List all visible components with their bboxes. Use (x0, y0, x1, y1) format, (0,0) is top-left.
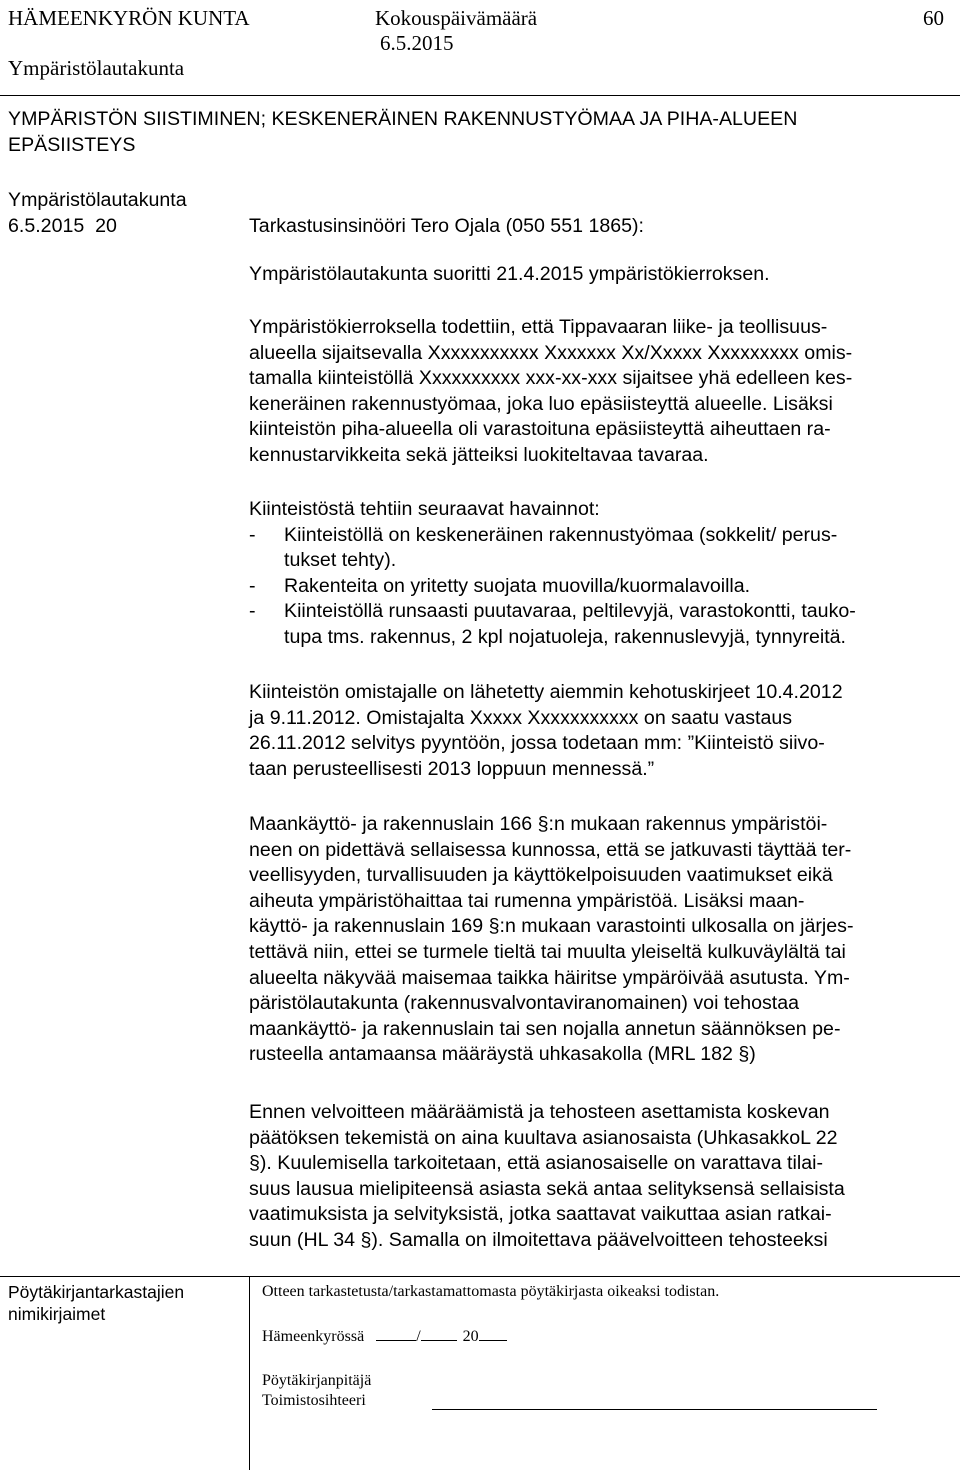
footer (0, 1276, 960, 1470)
place-name: Hämeenkyrössä (262, 1328, 365, 1345)
text-line: veellisyyden, turvallisuuden ja käyttökelpoisuuden vaatimukset eikä (249, 864, 833, 887)
text-line: 26.11.2012 selvitys pyyntöön, jossa todetaan mm: ”Kiinteistö siivo- (249, 732, 825, 755)
text-line: Ennen velvoitteen määräämistä ja tehosteen asettamista koskevan (249, 1101, 830, 1123)
list-item (249, 574, 949, 600)
year-blank (479, 1326, 507, 1341)
text-line: tukset tehty). (284, 549, 397, 572)
initials-label-line1: Pöytäkirjantarkastajien (8, 1282, 185, 1302)
text-line: kennustarvikkeita sekä jätteiksi luokiteltavaa tavaraa. (249, 443, 709, 466)
section-title-line2: EPÄSIISTEYS (8, 134, 136, 156)
meeting-date-label: Kokouspäivämäärä (375, 6, 538, 30)
text-line: keneräinen rakennustyömaa, joka luo epäsiisteyttä alueelle. Lisäksi (249, 392, 833, 415)
text-line: taan perusteellisesti 2013 loppuun mennessä.” (249, 757, 655, 780)
presenter-line: Tarkastusinsinööri Tero Ojala (050 551 1865): (249, 215, 645, 237)
place-date-line (262, 1326, 507, 1347)
text-line: Kiinteistöllä on keskeneräinen rakennustyömaa (sokkelit/ perus- (284, 523, 838, 546)
paragraph-law (249, 812, 949, 1068)
year-prefix: 20 (462, 1328, 479, 1345)
municipality-name: HÄMEENKYRÖN KUNTA (8, 6, 250, 30)
observations-intro: Kiinteistöstä tehtiin seuraavat havainnot: (249, 498, 600, 520)
date-slash: / (416, 1328, 421, 1345)
certification-text: Otteen tarkastetusta/tarkastamattomasta pöytäkirjasta oikeaksi todistan. (262, 1283, 720, 1300)
text-line: ja 9.11.2012. Omistajalta Xxxxx Xxxxxxxxxxx on saatu vastaus (249, 706, 793, 729)
text-line: §). Kuulemisella tarkoitetaan, että asianosaiselle on varattava tilai- (249, 1152, 823, 1175)
text-line: neen on pidettävä sellaisessa kunnossa, että se jatkuvasti täyttää ter- (249, 838, 852, 861)
text-line: suun (HL 34 §). Samalla on ilmoitettava päävelvoitteen tehosteeksi (249, 1228, 828, 1251)
footer-initials-box (0, 1277, 250, 1470)
section-title-line1: YMPÄRISTÖN SIISTIMINEN; KESKENERÄINEN RAKENNUSTYÖMAA JA PIHA-ALUEEN (8, 108, 798, 130)
text-line: rusteella antamaansa määräystä uhkasakolla (MRL 182 §) (249, 1043, 756, 1066)
list-dash: - (249, 600, 256, 623)
meeting-date: 6.5.2015 (380, 31, 454, 55)
paragraph-hearing (249, 1100, 949, 1254)
section-date-ref: 6.5.2015 20 (8, 215, 117, 237)
text-line: kiinteistön piha-alueella oli varastoituna epäsiisteyttä aiheuttaen ra- (249, 418, 831, 441)
text-line: tupa tms. rakennus, 2 kpl nojatuoleja, rakennuslevyjä, tynnyreitä. (284, 625, 846, 648)
section-board: Ympäristölautakunta (8, 189, 187, 211)
text-line: Ympäristökierroksella todettiin, että Tippavaaran liike- ja teollisuus- (249, 316, 828, 338)
text-line: maankäyttö- ja rakennuslain tai sen nojalla annetun säännöksen pe- (249, 1017, 841, 1040)
list-dash: - (249, 523, 256, 546)
header-divider (0, 95, 960, 96)
list-dash: - (249, 574, 256, 597)
signer-title-2: Toimistosihteeri (262, 1392, 366, 1409)
list-item (249, 523, 949, 574)
text-line: aiheuta ympäristöhaittaa tai rumenna ympäristöä. Lisäksi maan- (249, 889, 805, 912)
text-line: alueella sijaitsevalla Xxxxxxxxxxx Xxxxxxx Xx/Xxxxx Xxxxxxxxx omis- (249, 341, 853, 364)
month-blank (421, 1326, 457, 1341)
text-line: päristölautakunta (rakennusvalvontaviranomainen) voi tehostaa (249, 992, 800, 1015)
day-blank (376, 1326, 416, 1341)
text-line: käyttö- ja rakennuslain 169 §:n mukaan varastointi ulkosalla on järjes- (249, 915, 854, 938)
text-line: vaatimuksista ja selvityksistä, jotka saattavat vaikuttaa asian ratkai- (249, 1203, 832, 1226)
initials-label-line2: nimikirjaimet (8, 1304, 106, 1324)
board-name: Ympäristölautakunta (8, 56, 185, 80)
text-line: alueelta näkyvää maisemaa taikka häiritse ympäröivää asutusta. Ym- (249, 966, 850, 989)
text-line: tettävä niin, ettei se turmele tieltä tai muulta yleiseltä kulkuväylältä tai (249, 940, 846, 963)
paragraph-findings (249, 315, 949, 469)
signer-title-1: Pöytäkirjanpitäjä (262, 1372, 372, 1389)
text-line: tamalla kiinteistöllä Xxxxxxxxxx xxx-xx-xxx sijaitsee yhä edelleen kes- (249, 367, 853, 390)
text-line: Rakenteita on yritetty suojata muovilla/kuormalavoilla. (284, 574, 751, 597)
text-line: Kiinteistön omistajalle on lähetetty aiemmin kehotuskirjeet 10.4.2012 (249, 681, 843, 703)
page-number: 60 (923, 6, 944, 30)
paragraph-letters (249, 680, 949, 782)
list-item (249, 599, 949, 650)
paragraph-observations (249, 497, 949, 651)
text-line: suus lausua mielipiteensä asiasta sekä antaa selityksensä sellaisista (249, 1177, 845, 1200)
text-line: Ympäristölautakunta suoritti 21.4.2015 ympäristökierroksen. (249, 263, 770, 285)
paragraph-tour (249, 262, 949, 288)
text-line: päätöksen tekemistä on aina kuultava asianosaista (UhkasakkoL 22 (249, 1126, 838, 1149)
signature-line (432, 1409, 877, 1410)
text-line: Maankäyttö- ja rakennuslain 166 §:n mukaan rakennus ympäristöi- (249, 813, 828, 835)
text-line: Kiinteistöllä runsaasti puutavaraa, peltilevyjä, varastokontti, tauko- (284, 600, 856, 623)
